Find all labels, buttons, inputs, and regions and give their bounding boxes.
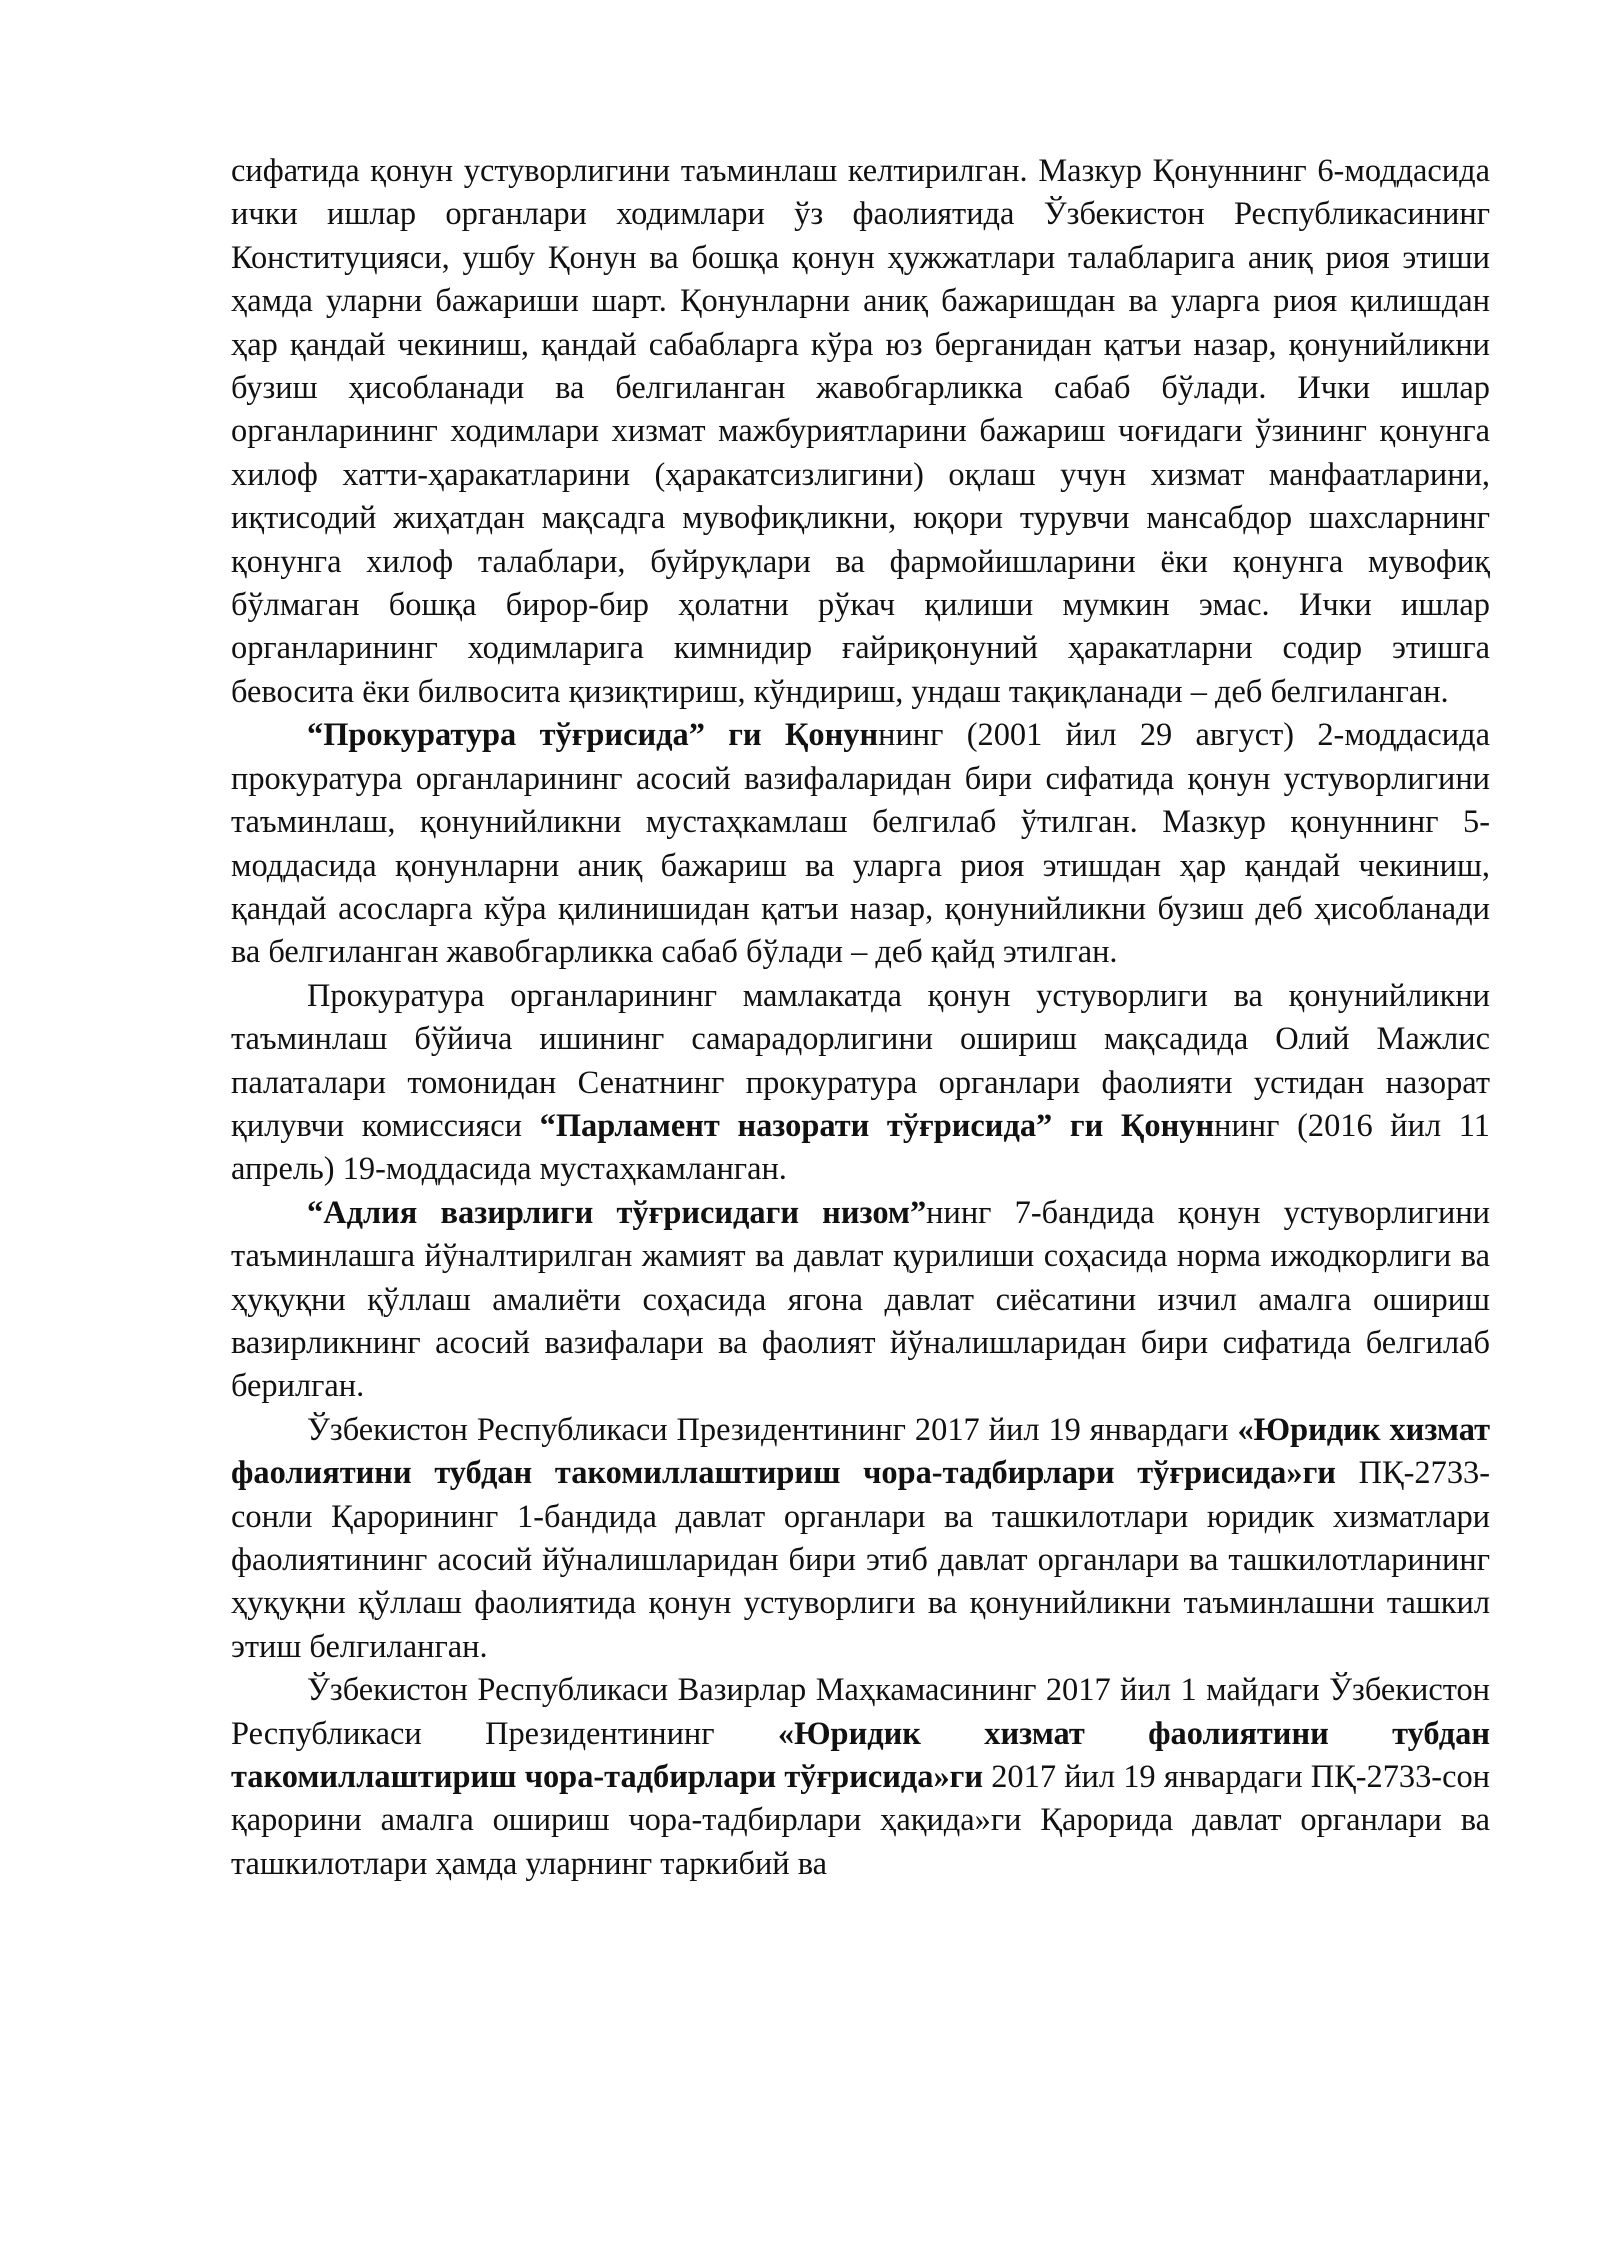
paragraph-6: [231, 1669, 1490, 1886]
decree-title-legal-service: «Юридик хизмат фаолиятини тубдан такомиллаштириш чора-тадбирлари тўғрисида»ги: [231, 1715, 1490, 1796]
paragraph-text: нинг (2016 йил 11 апрель) 19-моддасида мустаҳкамланган.: [231, 1107, 1490, 1188]
paragraph-text: 2017 йил 19 январдаги ПҚ-2733-сон қарорини амалга ошириш чора-тадбирлари ҳақида»ги Қарорида давлат органлари ва ташкилотлари ҳамда уларнинг таркибий ва: [231, 1759, 1490, 1882]
document-body: [231, 150, 1490, 1886]
paragraph-text: сифатида қонун устуворлигини таъминлаш келтирилган. Мазкур Қонуннинг 6-моддасида ички ишлар органлари ходимлари ўз фаолиятида Ўзбекистон Республикасининг Конституцияси, ушбу Қонун ва бошқа қонун ҳужжатлари талабларига аниқ риоя этиши ҳамда уларни бажариши шарт. Қонунларни аниқ бажаришдан ва уларга риоя қилишдан ҳар қандай чекиниш, қандай сабабларга кўра юз берганидан қатъи назар, қонунийликни бузиш ҳисобланади ва белгиланган жавобгарликка сабаб бўлади. Ички ишлар органларининг ходимлари хизмат мажбуриятларини бажариш чоғидаги ўзининг қонунга хилоф хатти-ҳаракатларини (ҳаракатсизлигини) оқлаш учун хизмат манфаатларини, иқтисодий жиҳатдан мақсадга мувофиқликни, юқори турувчи мансабдор шахсларнинг қонунга хилоф талаблари, буйруқлари ва фармойишларини ёки қонунга мувофиқ бўлмаган бошқа бирор-бир ҳолатни рўкач қилиши мумкин эмас. Ички ишлар органларининг ходимларига кимнидир ғайриқонуний ҳаракатларни содир этишга бевосита ёки билвосита қизиқтириш, кўндириш, ундаш тақиқланади – деб белгиланган.: [231, 153, 1490, 710]
paragraph-text: нинг 7-бандида қонун устуворлигини таъминлашга йўналтирилган жамият ва давлат қурилиши соҳасида норма ижодкорлиги ва ҳуқуқни қўллаш амалиёти соҳасида ягона давлат сиёсатини изчил амалга ошириш вазирликнинг асосий вазифалари ва фаолият йўналишларидан бири сифатида белгилаб берилган.: [231, 1194, 1490, 1405]
paragraph-text: Ўзбекистон Республикаси Вазирлар Маҳкамасининг 2017 йил 1 майдаги Ўзбекистон Республикаси Президентининг: [231, 1672, 1490, 1752]
law-title-parliament: “Парламент назорати тўғрисида” ги Қонун: [539, 1107, 1215, 1144]
paragraph-text: нинг (2001 йил 29 август) 2-моддасида прокуратура органларининг асосий вазифаларидан бири сифатида қонун устуворлигини таъминлаш, қонунийликни мустаҳкамлаш белгилаб ўтилган. Мазкур қонуннинг 5-моддасида қонунларни аниқ бажариш ва уларга риоя этишдан ҳар қандай чекиниш, қандай асосларга кўра қилинишидан қатъи назар, қонунийликни бузиш деб ҳисобланади ва белгиланган жавобгарликка сабаб бўлади – деб қайд этилган.: [231, 717, 1490, 971]
paragraph-2: [231, 714, 1490, 974]
paragraph-4: [231, 1192, 1490, 1409]
law-title-prosecutor: “Прокуратура тўғрисида” ги Қонун: [307, 717, 879, 754]
regulation-title-justice: “Адлия вазирлиги тўғрисидаги низом”: [307, 1194, 927, 1231]
paragraph-text: Ўзбекистон Республикаси Президентининг 2017 йил 19 январдаги: [307, 1411, 1238, 1448]
paragraph-text: ПҚ-2733-сонли Қарорининг 1-бандида давлат органлари ва ташкилотлари юридик хизматлари фаолиятининг асосий йўналишларидан бири этиб давлат органлари ва ташкилотларининг ҳуқуқни қўллаш фаолиятида қонун устуворлиги ва қонунийликни таъминлашни ташкил этиш белгиланган.: [231, 1455, 1490, 1665]
decree-title-legal-service: «Юридик хизмат фаолиятини тубдан такомиллаштириш чора-тадбирлари тўғрисида»ги: [231, 1411, 1490, 1492]
paragraph-3: [231, 975, 1490, 1192]
paragraph-1: [231, 150, 1490, 714]
paragraph-5: [231, 1409, 1490, 1669]
paragraph-text: Прокуратура органларининг мамлакатда қонун устуворлиги ва қонунийликни таъминлаш бўйича ишининг самарадорлигини ошириш мақсадида Олий Мажлис палаталари томонидан Сенатнинг прокуратура органлари фаолияти устидан назорат қилувчи комиссияси: [231, 977, 1490, 1144]
